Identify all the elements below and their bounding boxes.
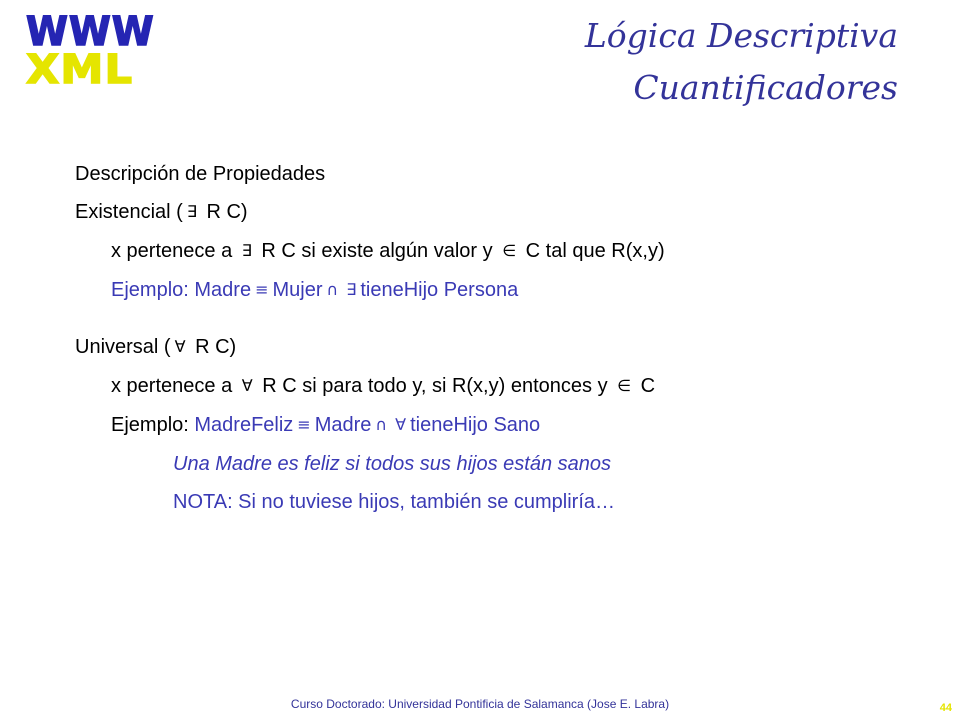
universal-definition [75,367,935,406]
universal-nota: NOTA: Si no tuviese hijos, también se cumpliría… [173,491,616,513]
logo-www: WWW [26,9,155,55]
universal-example-madrefeliz: MadreFeliz [194,414,294,436]
forall-symbol: ∀ [395,415,407,434]
existencial-example-prefix: Ejemplo: [111,279,195,301]
element-of-symbol: ∈ [502,241,517,260]
exists-symbol: ∃ [186,202,197,221]
universal-example-rest: tieneHijo Sano [410,414,541,436]
www-xml-logo [26,9,155,93]
existencial-def-mid: R C si existe algún valor y [255,240,499,262]
intersection-symbol: ∩ [326,280,339,299]
existencial-example [75,271,935,310]
logo-xml: XML [26,47,134,93]
title-line-1: Lógica Descriptiva [584,16,898,55]
universal-example-prefix: Ejemplo: [111,414,195,436]
universal-def-post: C [635,375,656,397]
existencial-def-post: C tal que R(x,y) [520,240,665,262]
existencial-def-pre: x pertenece a [111,240,238,262]
slide-title [585,10,898,114]
existencial-example-mujer: Mujer [272,279,323,301]
existencial-example-madre: Madre [194,279,252,301]
universal-label-post: R C) [189,336,237,358]
universal-example [75,406,935,445]
heading-descripcion: Descripción de Propiedades [75,163,326,185]
exists-symbol: ∃ [241,241,252,260]
forall-symbol: ∀ [241,376,253,395]
existencial-label [75,193,935,232]
equivalent-symbol: ≡ [255,280,269,299]
page-number: 44 [939,702,952,714]
universal-def-pre: x pertenece a [111,375,238,397]
forall-symbol: ∀ [174,337,186,356]
universal-example-madre: Madre [314,414,372,436]
spacer [75,310,935,328]
exists-symbol: ∃ [346,280,357,299]
equivalent-symbol: ≡ [297,415,311,434]
title-line-2: Cuantificadores [633,68,898,107]
slide-body [75,155,935,521]
existencial-example-rest: tieneHijo Persona [360,279,519,301]
existencial-label-post: R C) [200,201,248,223]
existencial-label-pre: Existencial ( [75,201,183,223]
universal-def-mid: R C si para todo y, si R(x,y) entonces y [256,375,614,397]
footer-credit: Curso Doctorado: Universidad Pontificia de Salamanca (Jose E. Labra) [290,697,670,711]
existencial-definition [75,232,935,271]
intersection-symbol: ∩ [375,415,388,434]
element-of-symbol: ∈ [617,376,632,395]
universal-explanation: Una Madre es feliz si todos sus hijos están sanos [173,453,611,475]
universal-label [75,328,935,367]
universal-label-pre: Universal ( [75,336,171,358]
